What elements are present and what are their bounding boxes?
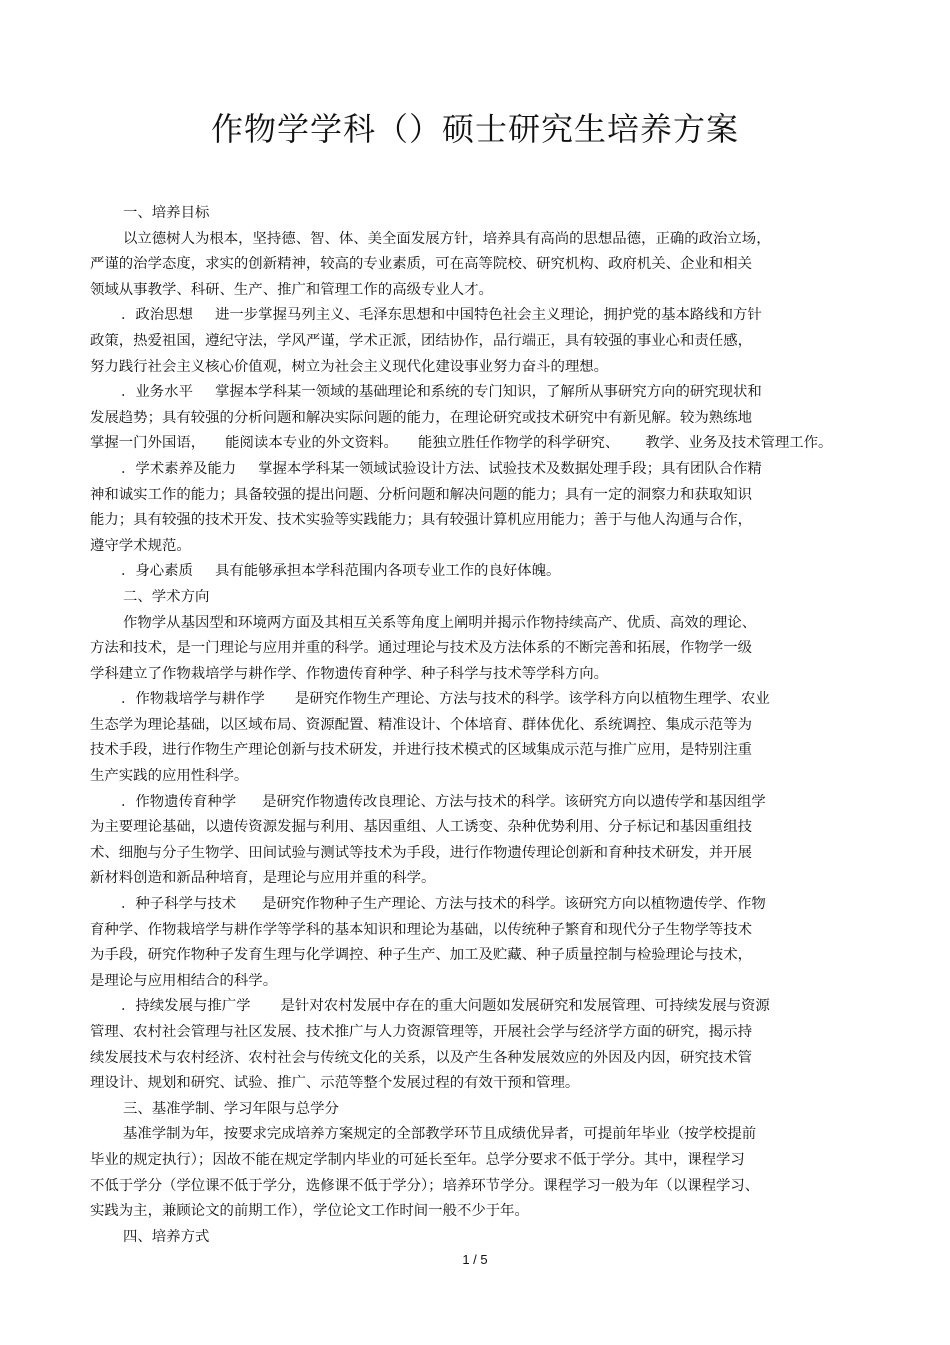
text-line [90, 406, 870, 432]
text-segment: 四、培养方式 [123, 1228, 210, 1245]
text-line [90, 457, 870, 483]
text-line [90, 866, 870, 892]
text-segment: 努力践行社会主义核心价值观，树立为社会主义现代化建设事业努力奋斗的理想。 [90, 358, 609, 375]
text-line [90, 483, 870, 509]
text-segment: 能独立胜任作物学的科学研究、 [417, 435, 620, 452]
text-line [90, 713, 870, 739]
text-segment: 能阅读本专业的外文资料。 [225, 435, 398, 452]
text-line [90, 508, 870, 534]
text-line [90, 201, 870, 227]
text-segment: 政策，热爱祖国，遵纪守法，学风严谨，学术正派，团结协作，品行端正，具有较强的事业心和责任感， [90, 332, 752, 349]
text-line [90, 611, 870, 637]
text-segment: 三、基准学制、学习年限与总学分 [123, 1100, 339, 1117]
text-segment: 技术手段，进行作物生产理论创新与技术研发，并进行技术模式的区域集成示范与推广应用，是特别注重 [90, 742, 752, 759]
text-line [90, 278, 870, 304]
text-line [90, 764, 870, 790]
text-segment: 具有能够承担本学科范围内各项专业工作的良好体魄。 [214, 563, 561, 580]
text-line [90, 1097, 870, 1123]
text-segment: 是针对农村发展中存在的重大问题如发展研究和发展管理、可持续发展与资源 [280, 998, 770, 1015]
text-line [90, 815, 870, 841]
text-line [90, 355, 870, 381]
text-line [90, 1174, 870, 1200]
text-segment: 生产实践的应用性科学。 [90, 768, 249, 785]
text-line [90, 559, 870, 585]
document-title: 作物学学科（）硕士研究生培养方案 [210, 110, 739, 148]
text-segment: 是研究作物种子生产理论、方法与技术的科学。该研究方向以植物遗传学、作物 [262, 896, 766, 913]
text-segment: 术、细胞与分子生物学、田间试验与测试等技术为手段，进行作物遗传理论创新和育种技术研发，并开展 [90, 844, 752, 861]
text-segment: 生态学为理论基础，以区域布局、资源配置、精准设计、个体培育、群体优化、系统调控、集成示范等为 [90, 716, 752, 733]
text-line [90, 1148, 870, 1174]
text-segment: 教学、业务及技术管理工作。 [645, 435, 833, 452]
text-segment: 作物学从基因型和环境两方面及其相互关系等角度上阐明并揭示作物持续高产、优质、高效的理论、 [123, 614, 757, 631]
text-segment: 基准学制为年，按要求完成培养方案规定的全部教学环节且成绩优异者，可提前年毕业（按学校提前 [123, 1126, 757, 1143]
text-line [90, 994, 870, 1020]
text-line [90, 636, 870, 662]
text-segment: ．持续发展与推广学 [121, 998, 251, 1015]
text-segment: 严谨的治学态度，求实的创新精神，较高的专业素质，可在高等院校、研究机构、政府机关、企业和相关 [90, 256, 752, 273]
text-line [90, 969, 870, 995]
text-segment: 实践为主，兼顾论文的前期工作），学位论文工作时间一般不少于年。 [90, 1203, 529, 1220]
text-line [90, 943, 870, 969]
text-segment: 掌握本学科某一领域的基础理论和系统的专门知识，了解所从事研究方向的研究现状和 [214, 384, 762, 401]
text-segment: ．作物栽培学与耕作学 [121, 691, 265, 708]
page-number: 1 / 5 [462, 1252, 488, 1267]
text-line [90, 790, 870, 816]
text-segment: ．学术素养及能力 [121, 460, 237, 477]
text-segment: 一、培养目标 [123, 205, 210, 221]
text-segment: 理设计、规划和研究、试验、推广、示范等整个发展过程的有效干预和管理。 [90, 1075, 580, 1092]
text-segment: ．身心素质 [121, 563, 193, 580]
text-segment: 是研究作物遗传改良理论、方法与技术的科学。该研究方向以遗传学和基因组学 [262, 793, 766, 810]
text-line [90, 687, 870, 713]
text-line [90, 380, 870, 406]
text-segment: 为主要理论基础，以遗传资源发掘与利用、基因重组、人工诱变、杂种优势利用、分子标记和基因重组技 [90, 819, 752, 836]
text-segment: 育种学、作物栽培学与耕作学等学科的基本知识和理论为基础，以传统种子繁育和现代分子生物学等技术 [90, 921, 752, 938]
text-segment: 领域从事教学、科研、生产、推广和管理工作的高级专业人才。 [90, 281, 493, 298]
text-segment: 遵守学术规范。 [90, 537, 191, 554]
text-line [90, 1071, 870, 1097]
text-segment: ．业务水平 [121, 384, 193, 401]
text-line [90, 738, 870, 764]
text-segment: 进一步掌握马列主义、毛泽东思想和中国特色社会主义理论，拥护党的基本路线和方针 [214, 307, 762, 324]
text-segment: 能力；具有较强的技术开发、技术实验等实践能力；具有较强计算机应用能力；善于与他人沟通与合作， [90, 512, 752, 529]
text-segment: 学科建立了作物栽培学与耕作学、作物遗传育种学、种子科学与技术等学科方向。 [90, 665, 609, 682]
text-line [90, 1046, 870, 1072]
text-line [90, 1122, 870, 1148]
text-segment: 掌握一门外国语， [90, 435, 206, 452]
text-segment: 掌握本学科某一领域试验设计方法、试验技术及数据处理手段；具有团队合作精 [258, 460, 762, 477]
text-segment: 发展趋势；具有较强的分析问题和解决实际问题的能力，在理论研究或技术研究中有新见解。较为熟练地 [90, 409, 752, 426]
document-body [90, 201, 870, 1250]
text-segment: 为手段，研究作物种子发育生理与化学调控、种子生产、加工及贮藏、种子质量控制与检验理论与技术， [90, 947, 752, 964]
text-segment: 方法和技术，是一门理论与应用并重的科学。通过理论与技术及方法体系的不断完善和拓展，作物学一级 [90, 640, 752, 657]
text-line [90, 1020, 870, 1046]
text-line [90, 841, 870, 867]
text-segment: 不低于学分（学位课不低于学分，选修课不低于学分）；培养环节学分。课程学习一般为年（以课程学习、 [90, 1177, 760, 1194]
text-line [90, 918, 870, 944]
text-line [90, 227, 870, 253]
text-segment: 管理、农村社会管理与社区发展、技术推广与人力资源管理等，开展社会学与经济学方面的研究，揭示持 [90, 1024, 752, 1040]
text-line [90, 892, 870, 918]
text-segment: ．政治思想 [121, 307, 193, 324]
text-segment: ．作物遗传育种学 [121, 793, 237, 810]
text-line [90, 1225, 870, 1251]
text-segment: ．种子科学与技术 [121, 896, 237, 913]
text-segment: 毕业的规定执行）；因故不能在规定学制内毕业的可延长至年。总学分要求不低于学分。其中，课程学习 [90, 1151, 745, 1168]
text-segment: 是理论与应用相结合的科学。 [90, 972, 278, 989]
text-line [90, 534, 870, 560]
text-segment: 是研究作物生产理论、方法与技术的科学。该学科方向以植物生理学、农业 [294, 691, 770, 708]
text-line [90, 303, 870, 329]
text-line [90, 1199, 870, 1225]
text-line [90, 329, 870, 355]
text-line [90, 252, 870, 278]
text-line [90, 662, 870, 688]
text-line [90, 431, 870, 457]
text-segment: 续发展技术与农村经济、农村社会与传统文化的关系，以及产生各种发展效应的外因及内因，研究技术管 [90, 1049, 752, 1066]
text-segment: 神和诚实工作的能力；具备较强的提出问题、分析问题和解决问题的能力；具有一定的洞察力和获取知识 [90, 486, 752, 503]
text-segment: 新材料创造和新品种培育，是理论与应用并重的科学。 [90, 870, 436, 887]
text-line [90, 585, 870, 611]
text-segment: 以立德树人为根本，坚持德、智、体、美全面发展方针，培养具有高尚的思想品德，正确的政治立场， [123, 230, 771, 247]
text-segment: 二、学术方向 [123, 588, 210, 605]
